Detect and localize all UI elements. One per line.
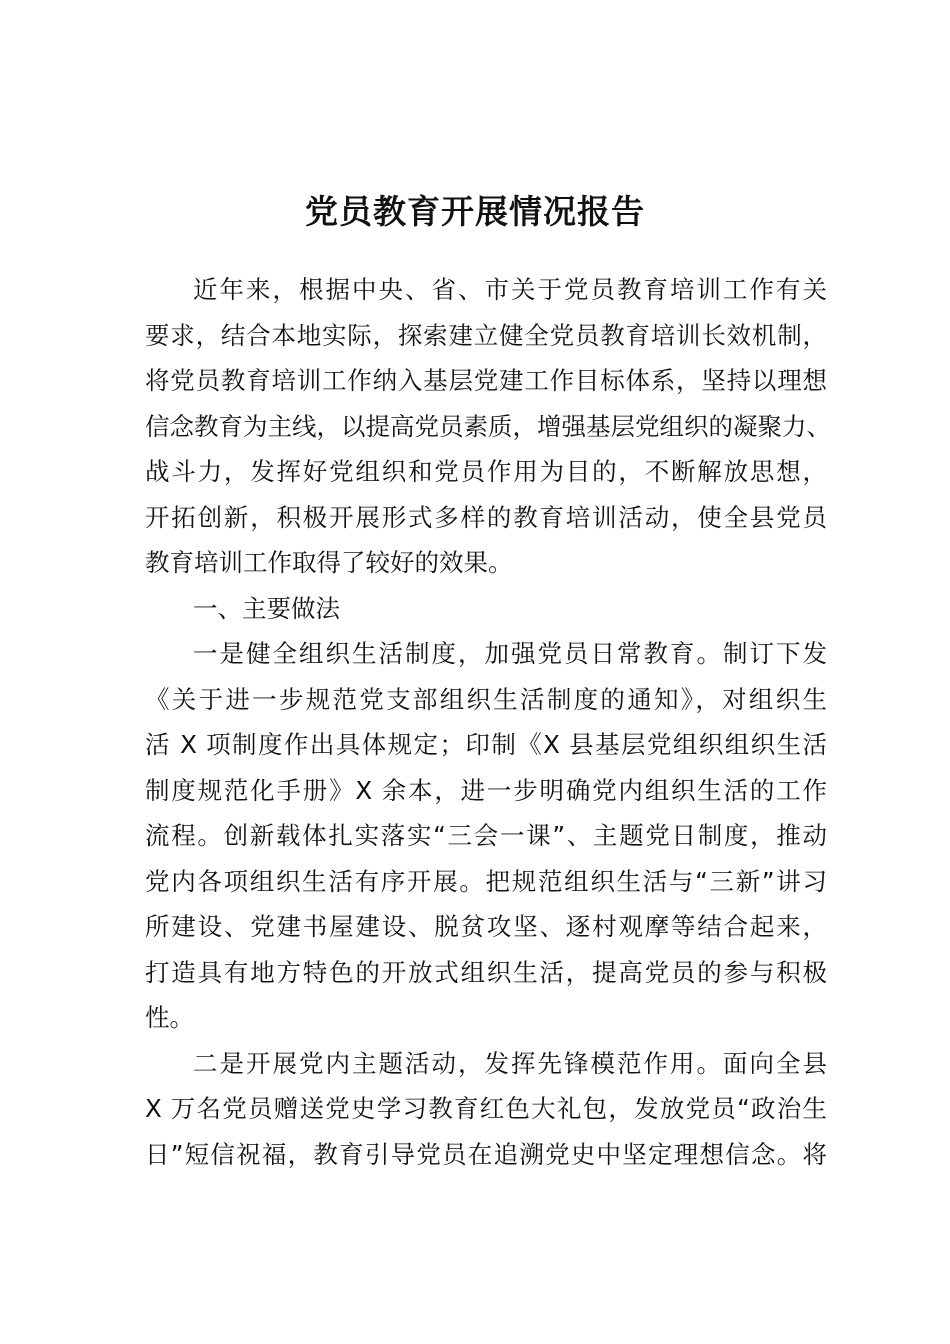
text-line: 开拓创新，积极开展形式多样的教育培训活动，使全县党员 (145, 502, 827, 532)
paragraph (145, 586, 827, 632)
text-line: 制度规范化手册》X 余本，进一步明确党内组织生活的工作 (145, 775, 827, 805)
text-line: 党内各项组织生活有序开展。把规范组织生活与“三新”讲习 (145, 866, 827, 896)
text-line: 《关于进一步规范党支部组织生活制度的通知》，对组织生 (145, 684, 827, 714)
text-line: 近年来，根据中央、省、市关于党员教育培训工作有关 (193, 275, 827, 304)
text-line: 日”短信祝福，教育引导党员在追溯党史中坚定理想信念。将 (145, 1139, 827, 1169)
text-line: 将党员教育培训工作纳入基层党建工作目标体系，坚持以理想 (145, 366, 827, 395)
text-line: 战斗力，发挥好党组织和党员作用为目的，不断解放思想， (145, 457, 827, 486)
text-line: 二是开展党内主题活动，发挥先锋模范作用。面向全县 (193, 1048, 827, 1078)
text-line: 性。 (145, 1003, 194, 1032)
text-line: 所建设、党建书屋建设、脱贫攻坚、逐村观摩等结合起来， (145, 912, 827, 941)
text-line: X 万名党员赠送党史学习教育红色大礼包，发放党员“政治生 (145, 1094, 827, 1123)
text-line: 一、主要做法 (193, 593, 340, 623)
text-line: 要求，结合本地实际，探索建立健全党员教育培训长效机制， (145, 320, 827, 350)
paragraph (145, 1041, 827, 1178)
text-line: 流程。创新载体扎实落实“三会一课”、主题党日制度，推动 (145, 821, 827, 850)
text-line: 活 X 项制度作出具体规定；印制《X 县基层党组织组织生活 (145, 730, 827, 759)
text-line: 一是健全组织生活制度，加强党员日常教育。制订下发 (193, 639, 827, 668)
document-body (145, 267, 831, 1177)
paragraph (145, 267, 831, 586)
text-line: 打造具有地方特色的开放式组织生活，提高党员的参与积极 (145, 957, 827, 987)
text-line: 信念教育为主线，以提高党员素质，增强基层党组织的凝聚力、 (145, 411, 831, 441)
paragraph (145, 631, 827, 1041)
text-line: 教育培训工作取得了较好的效果。 (145, 548, 513, 577)
document-title: 党员教育开展情况报告 (305, 192, 645, 231)
